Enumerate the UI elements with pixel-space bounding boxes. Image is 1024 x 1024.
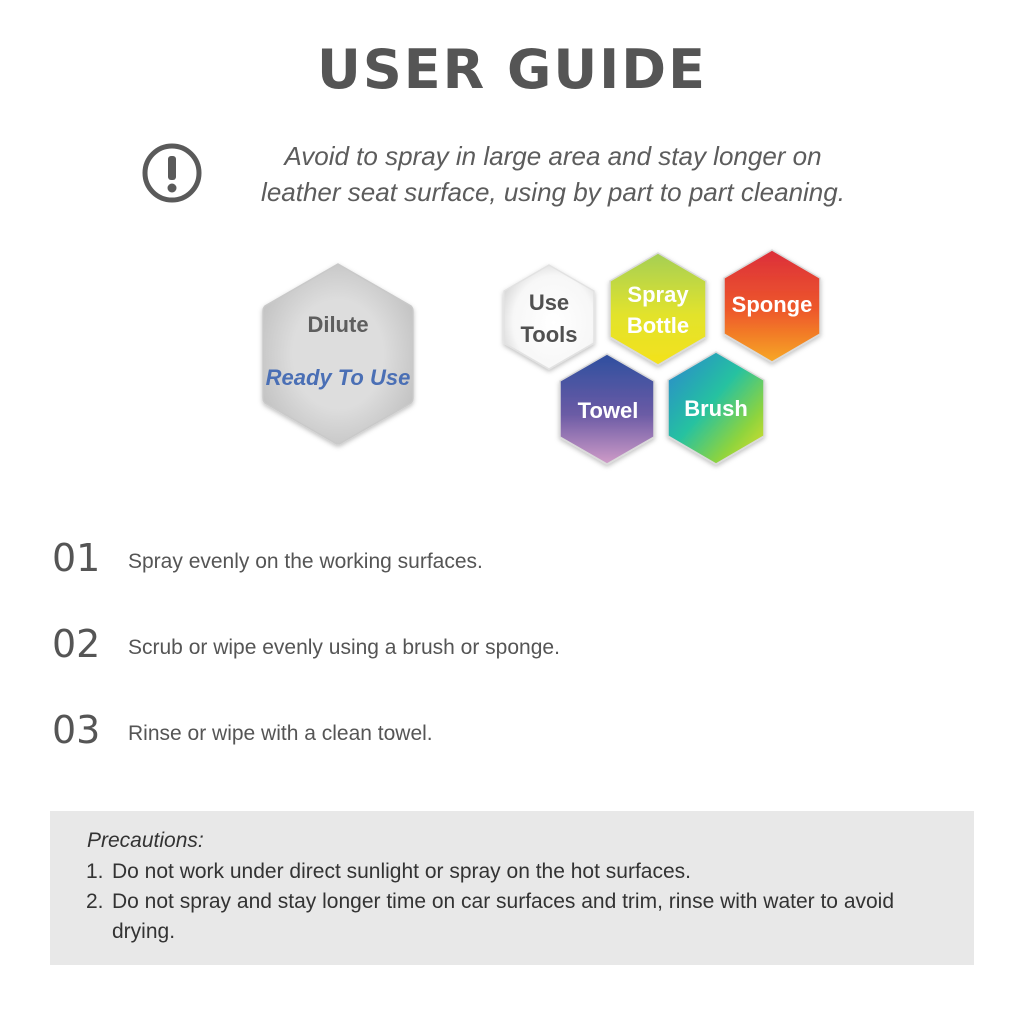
brush-label: Brush xyxy=(684,396,748,421)
dilute-value: Ready To Use xyxy=(265,365,411,390)
spray-bottle-label-line1: Spray xyxy=(627,282,689,307)
spray-bottle-hexagon xyxy=(610,253,706,365)
precautions-panel xyxy=(50,811,974,965)
step-number: 02 xyxy=(52,622,101,666)
sponge-label: Sponge xyxy=(731,292,813,317)
step-text: Spray evenly on the working surfaces. xyxy=(128,550,483,573)
use-tools-hexagon xyxy=(504,265,594,369)
brush-hexagon xyxy=(668,352,764,464)
page-title: USER GUIDE xyxy=(317,38,707,101)
dilute-label: Dilute xyxy=(307,312,369,337)
precaution-text: Do not work under direct sunlight or spray on the hot surfaces. xyxy=(112,860,691,883)
dilute-hexagon xyxy=(263,264,413,444)
step-3 xyxy=(52,708,952,768)
use-tools-label-line1: Use xyxy=(528,290,570,315)
precautions-title: Precautions: xyxy=(87,829,204,852)
step-1 xyxy=(52,536,952,596)
step-number: 01 xyxy=(52,536,101,580)
sponge-hexagon xyxy=(724,250,820,362)
towel-label: Towel xyxy=(577,398,639,423)
precaution-text: Do not spray and stay longer time on car surfaces and trim, rinse with water to avoid drying. xyxy=(112,890,895,943)
step-number: 03 xyxy=(52,708,101,752)
precaution-number: 2. xyxy=(86,890,104,913)
precaution-number: 1. xyxy=(86,860,104,883)
spray-bottle-label-line2: Bottle xyxy=(626,313,690,338)
towel-hexagon xyxy=(560,354,654,464)
step-text: Rinse or wipe with a clean towel. xyxy=(128,722,433,745)
step-text: Scrub or wipe evenly using a brush or sponge. xyxy=(128,636,560,659)
warning-line-1: Avoid to spray in large area and stay longer on xyxy=(284,141,822,171)
warning-line-2: leather seat surface, using by part to part cleaning. xyxy=(261,177,845,207)
use-tools-label-line2: Tools xyxy=(520,322,578,347)
step-2 xyxy=(52,622,952,682)
